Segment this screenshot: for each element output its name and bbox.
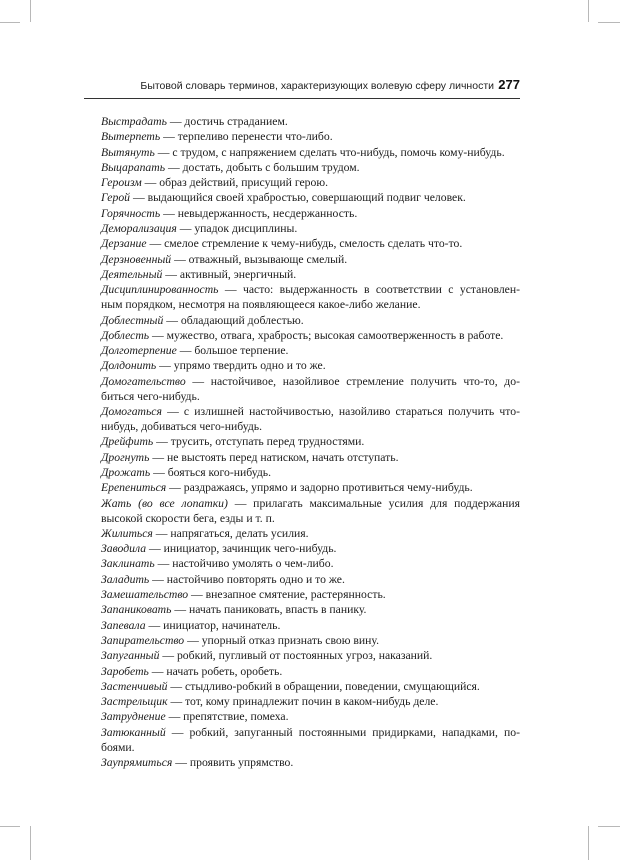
entry-term: Заупрямиться [101,755,173,769]
entry-first-line [101,755,520,770]
dictionary-entry [101,541,520,556]
entry-first-line [101,648,520,663]
entry-term: Вытерпеть [101,130,161,144]
entry-definition: — внезапное смятение, растерянность. [188,588,386,602]
entry-definition: — образ действий, присущий герою. [141,176,329,190]
entry-definition: — упрямо твердить одно и то же. [156,359,326,373]
dictionary-entry [101,694,520,709]
entry-first-line [101,480,520,495]
entry-term: Дрожать [101,465,151,479]
entry-first-line [101,267,520,282]
dictionary-entry [101,465,520,480]
entry-term: Выстрадать [101,115,167,128]
entry-first-line [101,664,520,679]
entry-first-line [101,618,520,633]
dictionary-entries [101,114,520,770]
entry-term: Запаниковать [101,603,172,617]
entry-first-line [101,465,520,480]
entry-first-line [101,190,520,205]
entry-first-line [101,114,520,129]
entry-first-line [101,145,520,160]
crop-mark [588,826,589,860]
entry-term: Деятельный [101,267,163,281]
entry-first-line [101,450,520,465]
entry-first-line [101,725,520,740]
entry-definition: — робкий, пугливый от постоянных угроз, наказаний. [159,649,433,663]
entry-definition: — робкий, запуганный постоянными придирками, нападками, по- [165,725,520,739]
entry-definition: — бояться кого-нибудь. [150,465,272,479]
entry-definition: — достичь страданием. [166,115,288,128]
dictionary-entry [101,252,520,267]
entry-definition: — раздражаясь, упрямо и задорно противиться чему-нибудь. [166,481,473,495]
entry-first-line [101,160,520,175]
entry-definition: — смелое стремление к чему-нибудь, смелость сделать что-то. [146,237,463,251]
entry-first-line [101,129,520,144]
entry-continuation: биться чего-нибудь. [101,389,200,403]
entry-term: Запуганный [101,649,160,663]
crop-mark [598,826,620,827]
dictionary-entry [101,313,520,328]
dictionary-entry [101,358,520,373]
entry-term: Застенчивый [101,679,168,693]
entry-first-line [101,541,520,556]
entry-continuation: нибудь, добиваться чего-нибудь. [101,420,263,434]
dictionary-entry [101,480,520,495]
entry-term: Домогательство [101,374,186,388]
dictionary-entry [101,190,520,205]
dictionary-entry [101,725,520,755]
dictionary-entry [101,587,520,602]
entry-term: Заробеть [101,664,149,678]
entry-definition: — часто: выдержанность в соответствии с установлен- [218,283,520,297]
entry-first-line [101,328,520,343]
entry-term: Запевала [101,618,146,632]
entry-term: Затруднение [101,710,166,724]
entry-first-line [101,343,520,358]
entry-term: Заладить [101,572,150,586]
entry-first-line [101,709,520,724]
entry-first-line [101,313,520,328]
entry-first-line [101,434,520,449]
entry-definition: — отважный, вызывающе смелый. [171,252,348,266]
entry-definition: — инициатор, начинатель. [145,618,281,632]
entry-term: Вытянуть [101,145,155,159]
entry-definition: — выдающийся своей храбростью, совершающий подвиг человек. [130,191,466,205]
entry-definition: — настойчиво умолять о чем-либо. [154,557,334,571]
entry-first-line [101,358,520,373]
entry-continuation: ным порядком, несмотря на появляющееся какое-либо желание. [101,298,421,312]
entry-definition: — прилагать максимальные усилия для поддержания [227,496,520,510]
entry-first-line [101,404,520,419]
entry-definition: — тот, кому принадлежит почин в каком-нибудь деле. [167,695,439,709]
crop-mark [30,826,31,860]
entry-first-line [101,556,520,571]
dictionary-entry [101,114,520,129]
entry-first-line [101,572,520,587]
dictionary-entry [101,679,520,694]
entry-term: Долдонить [101,359,157,373]
header-title: Бытовой словарь терминов, характеризующих волевую сферу личности [140,80,494,92]
entry-definition: — упадок дисциплины. [176,222,298,236]
entry-term: Заводила [101,542,147,556]
entry-first-line [101,694,520,709]
entry-term: Деморализация [101,222,177,236]
entry-first-line [101,496,520,511]
crop-mark [0,22,20,23]
running-header [84,78,520,99]
dictionary-entry [101,450,520,465]
dictionary-entry [101,343,520,358]
dictionary-entry [101,145,520,160]
entry-first-line [101,679,520,694]
dictionary-entry [101,526,520,541]
entry-term: Доблесть [101,328,150,342]
entry-definition: — большое терпение. [176,344,289,358]
entry-term: Замешательство [101,588,189,602]
entry-term: Затюканный [101,725,166,739]
dictionary-entry [101,267,520,282]
entry-term: Герой [101,191,131,205]
entry-definition: — с трудом, с напряжением сделать что-нибудь, помочь кому-нибудь. [154,145,505,159]
entry-term: Героизм [101,176,142,190]
entry-term: Запирательство [101,633,185,647]
entry-term: Дрогнуть [101,450,150,464]
entry-term: Выцарапать [101,160,166,174]
entry-first-line [101,374,520,389]
entry-first-line [101,252,520,267]
entry-term: Жилиться [101,526,153,540]
entry-term: Дерзание [101,237,147,251]
dictionary-entry [101,602,520,617]
dictionary-entry [101,129,520,144]
crop-mark [598,22,620,23]
dictionary-entry [101,221,520,236]
entry-definition: — препятствие, помеха. [165,710,289,724]
crop-mark [30,0,31,22]
dictionary-entry [101,328,520,343]
entry-first-line [101,236,520,251]
entry-definition: — настойчиво повторять одно и то же. [149,572,345,586]
entry-first-line [101,587,520,602]
entry-term: Горячность [101,206,161,220]
dictionary-entry [101,374,520,404]
crop-mark [0,826,20,827]
dictionary-entry [101,618,520,633]
entry-term: Долготерпение [101,344,177,358]
entry-definition: — начать робеть, оробеть. [148,664,283,678]
entry-first-line [101,633,520,648]
dictionary-entry [101,434,520,449]
dictionary-entry [101,709,520,724]
entry-first-line [101,175,520,190]
page-number: 277 [498,77,520,92]
dictionary-entry [101,496,520,526]
dictionary-entry [101,282,520,312]
entry-definition: — упорный отказ признать свою вину. [184,633,379,647]
entry-definition: — трусить, отступать перед трудностями. [153,435,365,449]
entry-first-line [101,526,520,541]
crop-mark [588,0,589,22]
entry-first-line [101,602,520,617]
dictionary-entry [101,160,520,175]
entry-definition: — терпеливо перенести что-либо. [160,130,333,144]
entry-definition: — стыдливо-робкий в обращении, поведении, смущающийся. [167,679,480,693]
entry-term: Домогаться [101,405,162,419]
entry-definition: — обладающий доблестью. [163,313,304,327]
entry-definition: — инициатор, зачинщик чего-нибудь. [146,542,337,556]
dictionary-entry [101,633,520,648]
entry-definition: — напрягаться, делать усилия. [152,526,309,540]
entry-definition: — мужество, отвага, храбрость; высокая самоотверженность в работе. [149,328,504,342]
entry-term: Жать (во все лопатки) [101,496,228,510]
dictionary-entry [101,404,520,434]
entry-term: Дерзновенный [101,252,172,266]
entry-term: Дрейфить [101,435,154,449]
dictionary-entry [101,206,520,221]
dictionary-entry [101,664,520,679]
entry-definition: — проявить упрямство. [172,755,294,769]
entry-definition: — начать паниковать, впасть в панику. [171,603,367,617]
entry-term: Застрельщик [101,695,168,709]
dictionary-entry [101,572,520,587]
entry-term: Заклинать [101,557,155,571]
entry-definition: — невыдержанность, несдержанность. [160,206,358,220]
entry-first-line [101,206,520,221]
entry-term: Доблестный [101,313,164,327]
dictionary-entry [101,556,520,571]
entry-continuation: высокой скорости бега, езды и т. п. [101,511,275,525]
entry-definition: — активный, энергичный. [162,267,297,281]
dictionary-entry [101,755,520,770]
dictionary-entry [101,175,520,190]
entry-first-line [101,282,520,297]
entry-definition: — не выстоять перед натиском, начать отступать. [149,450,399,464]
entry-first-line [101,221,520,236]
entry-definition: — с излишней настойчивостью, назойливо стараться получить что- [161,405,520,419]
dictionary-entry [101,236,520,251]
entry-continuation: боями. [101,740,135,754]
entry-term: Дисциплинированность [101,283,219,297]
entry-definition: — достать, добыть с большим трудом. [165,160,360,174]
dictionary-entry [101,648,520,663]
entry-term: Ерепениться [101,481,167,495]
entry-definition: — настойчивое, назойливое стремление получить что-то, до- [185,374,520,388]
